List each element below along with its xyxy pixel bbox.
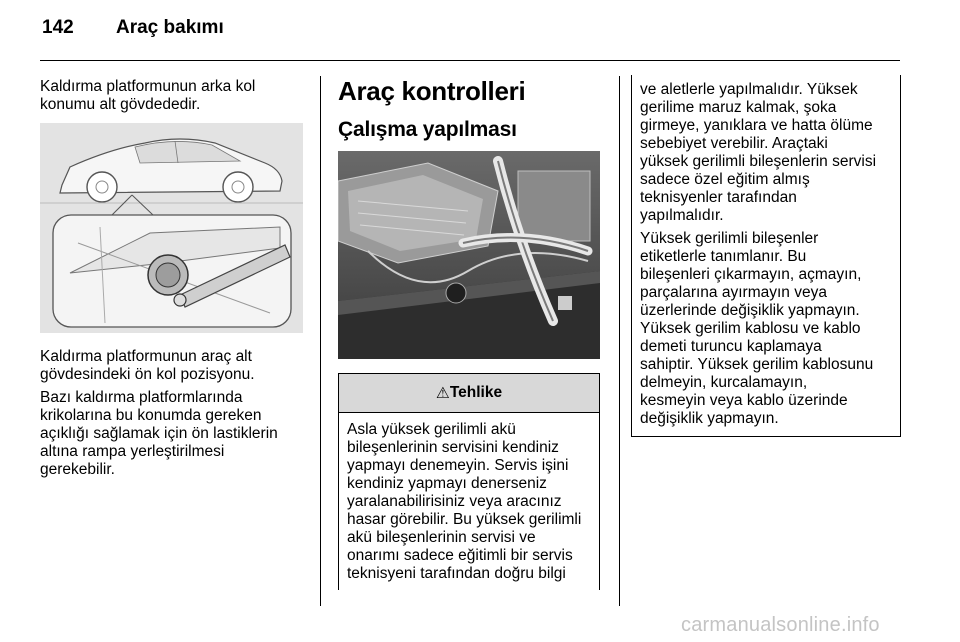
danger-line: Asla yüksek gerilimli akü — [347, 421, 516, 438]
continuation-paragraph-2 — [640, 230, 892, 428]
column-divider-right — [619, 76, 620, 606]
continuation-line: delmeyin, kurcalamayın, — [640, 374, 808, 391]
continuation-line: Yüksek gerilimli bileşenler — [640, 230, 819, 247]
column-divider-left — [320, 76, 321, 606]
body-line: altına rampa yerleştirilmesi — [40, 443, 225, 460]
danger-header — [339, 374, 599, 413]
continuation-line: üzerlerinde değişiklik yapmayın. — [640, 302, 860, 319]
lift-arm-pivot — [174, 294, 186, 306]
power-electronics-unit — [518, 171, 590, 241]
continuation-line: ve aletlerle yapılmalıdır. Yüksek — [640, 81, 858, 98]
body-line: Bazı kaldırma platformlarında — [40, 389, 243, 406]
car-front-wheel — [87, 172, 117, 202]
danger-line: kendiniz yapmayı denerseniz — [347, 475, 547, 492]
danger-line: yaralanabilirisiniz veya aracınız — [347, 493, 562, 510]
reservoir-cap — [446, 283, 466, 303]
continuation-paragraph-1 — [640, 81, 892, 225]
continuation-line: yüksek gerilimli bileşenlerin servisi — [640, 153, 877, 170]
continuation-line: gerilime maruz kalmak, şoka — [640, 99, 837, 116]
danger-line: teknisyeni tarafından doğru bilgi — [347, 565, 566, 582]
caption-paragraph — [40, 348, 310, 384]
continuation-line: kesmeyin veya kablo üzerinde — [640, 392, 848, 409]
danger-warning-box — [338, 373, 600, 590]
continuation-line: teknisyenler tarafından — [640, 189, 797, 206]
danger-line: hasar görebilir. Bu yüksek gerilimli — [347, 511, 582, 528]
body-paragraph — [40, 389, 315, 479]
intro-line: konumu alt gövdededir. — [40, 96, 201, 113]
engine-bay-photo — [338, 151, 600, 359]
warning-triangle-icon: ⚠ — [435, 384, 450, 402]
danger-line: yapmayı denemeyin. Servis işini — [347, 457, 569, 474]
body-line: gerekebilir. — [40, 461, 115, 478]
danger-line: akü bileşenlerinin servisi ve — [347, 529, 536, 546]
continuation-line: değişiklik yapmayın. — [640, 410, 779, 427]
continuation-line: parçalarına ayırmayın veya — [640, 284, 827, 301]
caption-line: Kaldırma platformunun araç alt — [40, 348, 252, 365]
section-subheading: Çalışma yapılması — [338, 118, 517, 141]
continuation-line: bileşenleri çıkarmayın, açmayın, — [640, 266, 862, 283]
continuation-line: girmeye, yanıklara ve hatta ölüme — [640, 117, 873, 134]
danger-box-continuation — [631, 75, 901, 437]
continuation-line: etiketlerle tanımlanır. Bu — [640, 248, 807, 265]
watermark: carmanualsonline.info — [681, 614, 880, 636]
danger-line: bileşenlerinin servisini kendiniz — [347, 439, 559, 456]
header-divider — [40, 60, 900, 61]
continuation-line: sadece özel eğitim almış — [640, 171, 810, 188]
car-rear-wheel — [223, 172, 253, 202]
danger-line: onarımı sadece eğitimli bir servis — [347, 547, 573, 564]
lift-point-illustration — [40, 123, 303, 333]
continuation-line: demeti turuncu kaplamaya — [640, 338, 822, 355]
continuation-line: Yüksek gerilim kablosu ve kablo — [640, 320, 861, 337]
continuation-line: sebebiyet verebilir. Araçtaki — [640, 135, 828, 152]
coolant-reservoir — [558, 296, 572, 310]
page-number: 142 — [42, 17, 74, 38]
continuation-line: sahiptir. Yüksek gerilim kablosunu — [640, 356, 874, 373]
body-line: krikolarına bu konumda gereken — [40, 407, 262, 424]
intro-line: Kaldırma platformunun arka kol — [40, 78, 256, 95]
body-line: açıklığı sağlamak için ön lastiklerin — [40, 425, 278, 442]
caption-line: gövdesindeki ön kol pozisyonu. — [40, 366, 255, 383]
intro-paragraph — [40, 78, 310, 114]
continuation-line: yapılmalıdır. — [640, 207, 724, 224]
danger-title: Tehlike — [449, 384, 503, 401]
section-heading: Araç kontrolleri — [338, 76, 526, 106]
danger-body — [339, 413, 599, 583]
page-header-title: Araç bakımı — [116, 17, 224, 38]
lift-pad-center — [156, 263, 180, 287]
